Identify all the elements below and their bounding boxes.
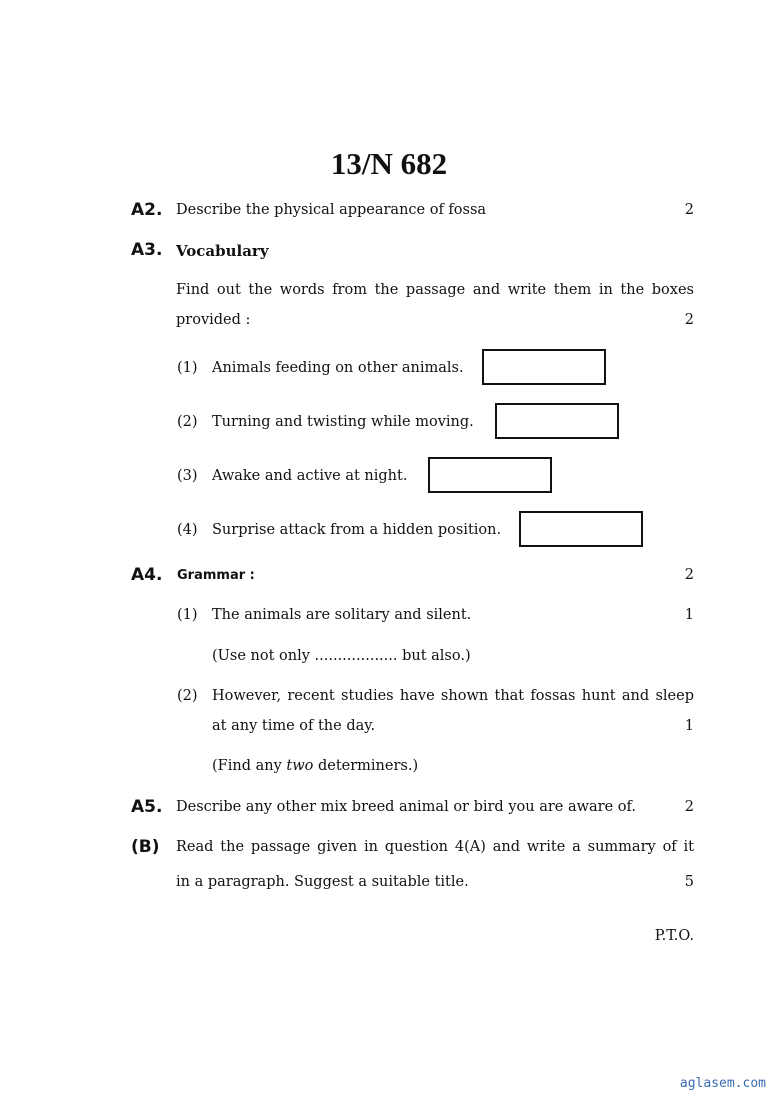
grammar-item-text: However, recent studies have shown that fossas hunt and sleep [212, 688, 694, 704]
grammar-item-text: The animals are solitary and silent. [212, 607, 472, 623]
answer-box-1[interactable] [482, 349, 606, 385]
answer-box-2[interactable] [495, 403, 619, 439]
grammar-item-marks: 1 [684, 607, 694, 623]
vocab-item-text: Turning and twisting while moving. [212, 414, 474, 430]
question-number-a2: A2. [131, 200, 163, 220]
grammar-item-marks: 1 [684, 718, 694, 734]
watermark: aglasem.com [679, 1076, 766, 1091]
question-a2-marks: 2 [684, 202, 694, 218]
vocab-item-number: (3) [177, 468, 198, 484]
question-number-a4: A4. [131, 565, 163, 585]
question-b-text: Read the passage given in question 4(A) and write a summary of it [176, 839, 694, 855]
question-number-b: (B) [131, 837, 160, 857]
vocab-item-number: (1) [177, 360, 198, 376]
vocabulary-heading: Vocabulary [176, 242, 269, 260]
grammar-item-number: (2) [177, 688, 198, 704]
answer-box-4[interactable] [519, 511, 643, 547]
vocabulary-instruction-line2: provided : [176, 312, 251, 328]
question-a5-marks: 2 [684, 799, 694, 815]
vocab-item-text: Animals feeding on other animals. [212, 360, 464, 376]
question-number-a3: A3. [131, 240, 163, 260]
vocabulary-marks: 2 [684, 312, 694, 328]
question-b-marks: 5 [684, 874, 694, 890]
question-a5-text: Describe any other mix breed animal or bird you are aware of. [176, 799, 636, 815]
grammar-marks: 2 [684, 567, 694, 583]
grammar-heading: Grammar : [177, 568, 255, 583]
question-number-a5: A5. [131, 797, 163, 817]
paper-code: 13/N 682 [330, 146, 448, 181]
question-b-text-cont: in a paragraph. Suggest a suitable title. [176, 874, 469, 890]
grammar-item-number: (1) [177, 607, 198, 623]
please-turn-over: P.T.O. [654, 928, 694, 944]
vocab-item-number: (2) [177, 414, 198, 430]
answer-box-3[interactable] [428, 457, 552, 493]
grammar-item-hint: (Use not only .................. but also.) [212, 648, 471, 664]
vocab-item-text: Awake and active at night. [212, 468, 408, 484]
vocabulary-instruction-line1: Find out the words from the passage and write them in the boxes [176, 282, 694, 298]
grammar-item-text-cont: at any time of the day. [212, 718, 376, 734]
vocab-item-text: Surprise attack from a hidden position. [212, 522, 502, 538]
grammar-item-hint: (Find any two determiners.) [212, 758, 419, 774]
question-a2-text: Describe the physical appearance of fossa [176, 202, 487, 218]
vocab-item-number: (4) [177, 522, 198, 538]
